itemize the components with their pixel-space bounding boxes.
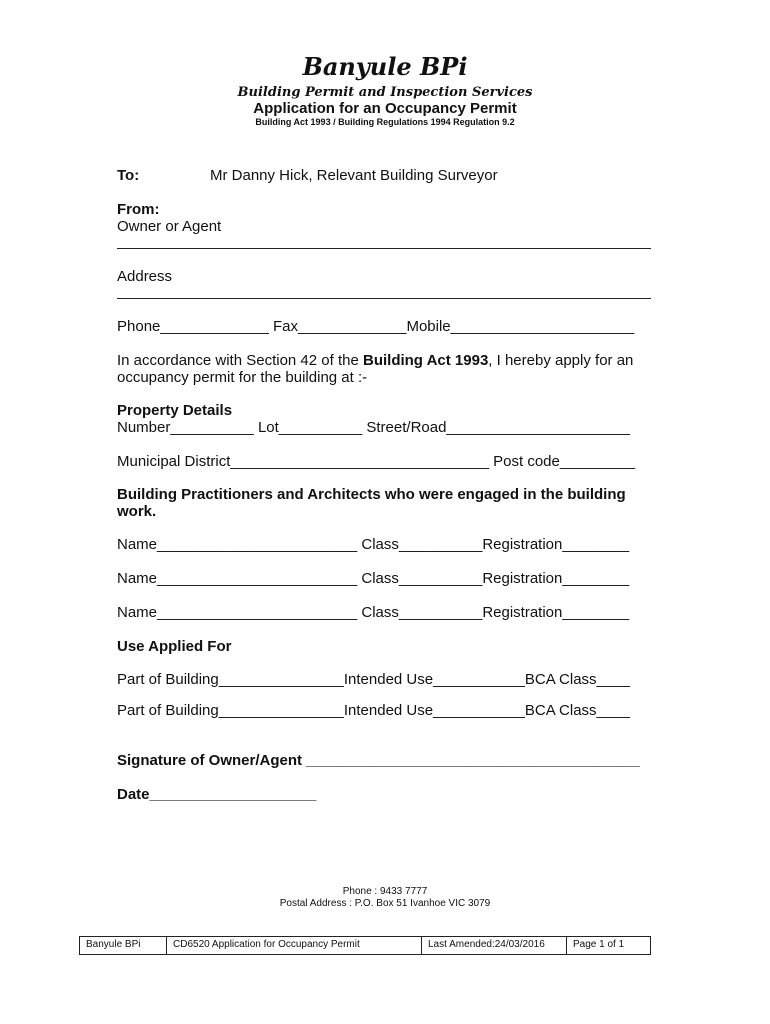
date-line[interactable]: Date____________________ bbox=[117, 786, 317, 803]
org-subtitle: Building Permit and Inspection Services bbox=[237, 85, 533, 100]
footer-last-amended: Last Amended:24/03/2016 bbox=[422, 937, 567, 955]
declaration-line-1 bbox=[117, 352, 633, 370]
footer-row bbox=[80, 937, 651, 955]
postal-address-text: Postal Address : P.O. Box 51 Ivanhoe VIC 3079 bbox=[279, 898, 491, 909]
practitioners-heading-1: Building Practitioners and Architects who were engaged in the building bbox=[117, 486, 626, 503]
declaration-act: Building Act 1993 bbox=[362, 352, 489, 369]
form-title: Application for an Occupancy Permit bbox=[253, 100, 517, 117]
to-value: Mr Danny Hick, Relevant Building Surveyor bbox=[210, 167, 498, 184]
use-applied-row-2[interactable]: Part of Building_______________Intended Use___________BCA Class____ bbox=[117, 702, 630, 719]
declaration-part-1: In accordance with Section 42 of the bbox=[117, 352, 363, 369]
form-reference: Building Act 1993 / Building Regulations 1994 Regulation 9.2 bbox=[255, 117, 515, 127]
municipal-district-line[interactable]: Municipal District_______________________________ Post code_________ bbox=[117, 453, 635, 470]
property-number-line[interactable]: Number__________ Lot__________ Street/Road______________________ bbox=[117, 419, 630, 436]
footer-doc-name: CD6520 Application for Occupancy Permit bbox=[167, 937, 422, 955]
phone-text: Phone : 9433 7777 bbox=[342, 886, 428, 897]
address-field[interactable] bbox=[117, 298, 651, 299]
declaration-part-2: , I hereby apply for an bbox=[488, 352, 634, 369]
contacts-line[interactable]: Phone_____________ Fax_____________Mobile______________________ bbox=[117, 318, 635, 335]
signature-line[interactable]: Signature of Owner/Agent ________________________________________ bbox=[117, 752, 640, 769]
practitioner-row-1[interactable]: Name________________________ Class__________Registration________ bbox=[117, 536, 630, 553]
footer-org: Banyule BPi bbox=[80, 937, 167, 955]
owner-agent-label: Owner or Agent bbox=[117, 218, 222, 235]
practitioners-heading-2: work. bbox=[117, 503, 157, 520]
declaration-line-2: occupancy permit for the building at :- bbox=[117, 369, 368, 386]
use-applied-heading: Use Applied For bbox=[117, 638, 232, 655]
to-label: To: bbox=[117, 167, 140, 184]
practitioner-row-3[interactable]: Name________________________ Class__________Registration________ bbox=[117, 604, 630, 621]
footer-page-number: Page 1 of 1 bbox=[567, 937, 651, 955]
footer-table bbox=[79, 936, 651, 955]
address-label: Address bbox=[117, 268, 173, 285]
practitioner-row-2[interactable]: Name________________________ Class__________Registration________ bbox=[117, 570, 630, 587]
owner-agent-field[interactable] bbox=[117, 248, 651, 249]
org-name: Banyule BPi bbox=[302, 52, 468, 81]
from-label: From: bbox=[117, 201, 160, 218]
use-applied-row-1[interactable]: Part of Building_______________Intended Use___________BCA Class____ bbox=[117, 671, 630, 688]
property-heading: Property Details bbox=[117, 402, 233, 419]
